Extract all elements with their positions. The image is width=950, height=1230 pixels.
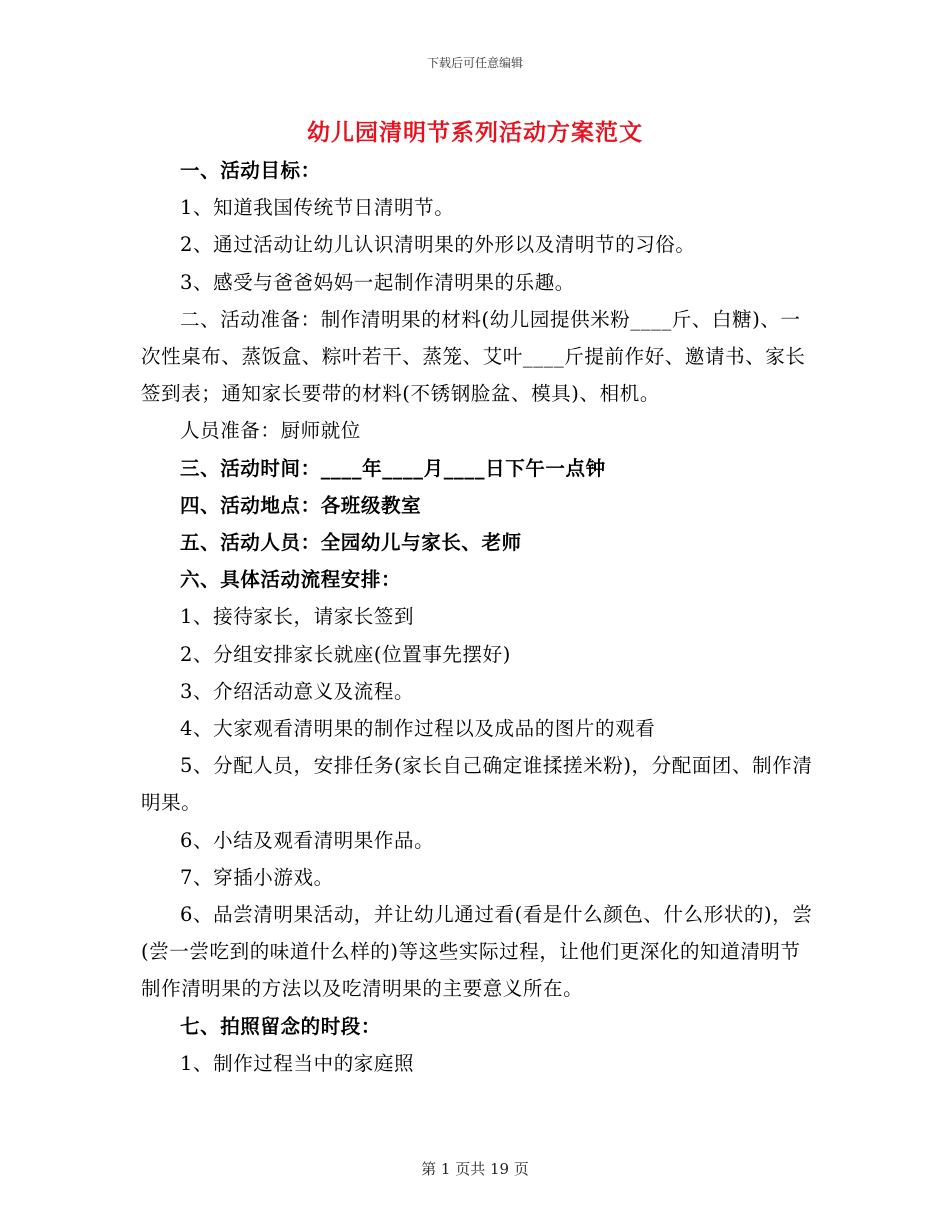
paragraph-staff-preparation: 人员准备：厨师就位 xyxy=(180,419,361,443)
paragraph-goal-1: 1、知道我国传统节日清明节。 xyxy=(180,196,455,220)
paragraph-process-6: 6、小结及观看清明果作品。 xyxy=(180,828,435,852)
paragraph-goal-3: 3、感受与爸爸妈妈一起制作清明果的乐趣。 xyxy=(180,270,575,294)
paragraph-photo-1: 1、制作过程当中的家庭照 xyxy=(180,1051,415,1075)
paragraph-preparation: 二、活动准备：制作清明果的材料(幼儿园提供米粉____斤、白糖)、一次性桌布、蒸饭盒、粽叶若干、蒸笼、艾叶____斤提前作好、邀请书、家长签到表；通知家长要带的材料(不锈钢脸盆、模具)、相机。 xyxy=(141,307,806,406)
paragraph-goal-2: 2、通过活动让幼儿认识清明果的外形以及清明节的习俗。 xyxy=(180,233,696,257)
document-title: 幼儿园清明节系列活动方案范文 xyxy=(307,119,643,146)
header-note: 下载后可任意编辑 xyxy=(426,56,523,70)
paragraph-process-6-tasting: 6、品尝清明果活动，并让幼儿通过看(看是什么颜色、什么形状的)，尝(尝一尝吃到的味道什么样的)等这些实际过程，让他们更深化的知道清明节制作清明果的方法以及吃清明果的主要意义所在。 xyxy=(141,903,813,1001)
paragraph-photo-heading: 七、拍照留念的时段： xyxy=(180,1014,382,1038)
paragraph-activity-time: 三、活动时间：____年____月____日下午一点钟 xyxy=(180,456,606,480)
paragraph-process-heading: 六、具体活动流程安排： xyxy=(180,568,402,592)
paragraph-activity-location: 四、活动地点：各班级教室 xyxy=(180,493,422,517)
paragraph-process-5: 5、分配人员，安排任务(家长自己确定谁揉搓米粉)，分配面团、制作清明果。 xyxy=(141,754,813,815)
paragraph-process-3: 3、介绍活动意义及流程。 xyxy=(180,679,415,703)
paragraph-process-4: 4、大家观看清明果的制作过程以及成品的图片的观看 xyxy=(180,717,656,741)
paragraph-activity-people: 五、活动人员：全园幼儿与家长、老师 xyxy=(180,531,522,555)
paragraph-process-7: 7、穿插小游戏。 xyxy=(180,865,334,889)
document-body xyxy=(141,152,813,1082)
page-footer: 第 1 页共 19 页 xyxy=(421,1160,529,1178)
paragraph-process-2: 2、分组安排家长就座(位置事先摆好) xyxy=(180,642,511,666)
paragraph-process-1: 1、接待家长，请家长签到 xyxy=(180,605,415,629)
paragraph-goals-heading: 一、活动目标： xyxy=(180,159,321,182)
